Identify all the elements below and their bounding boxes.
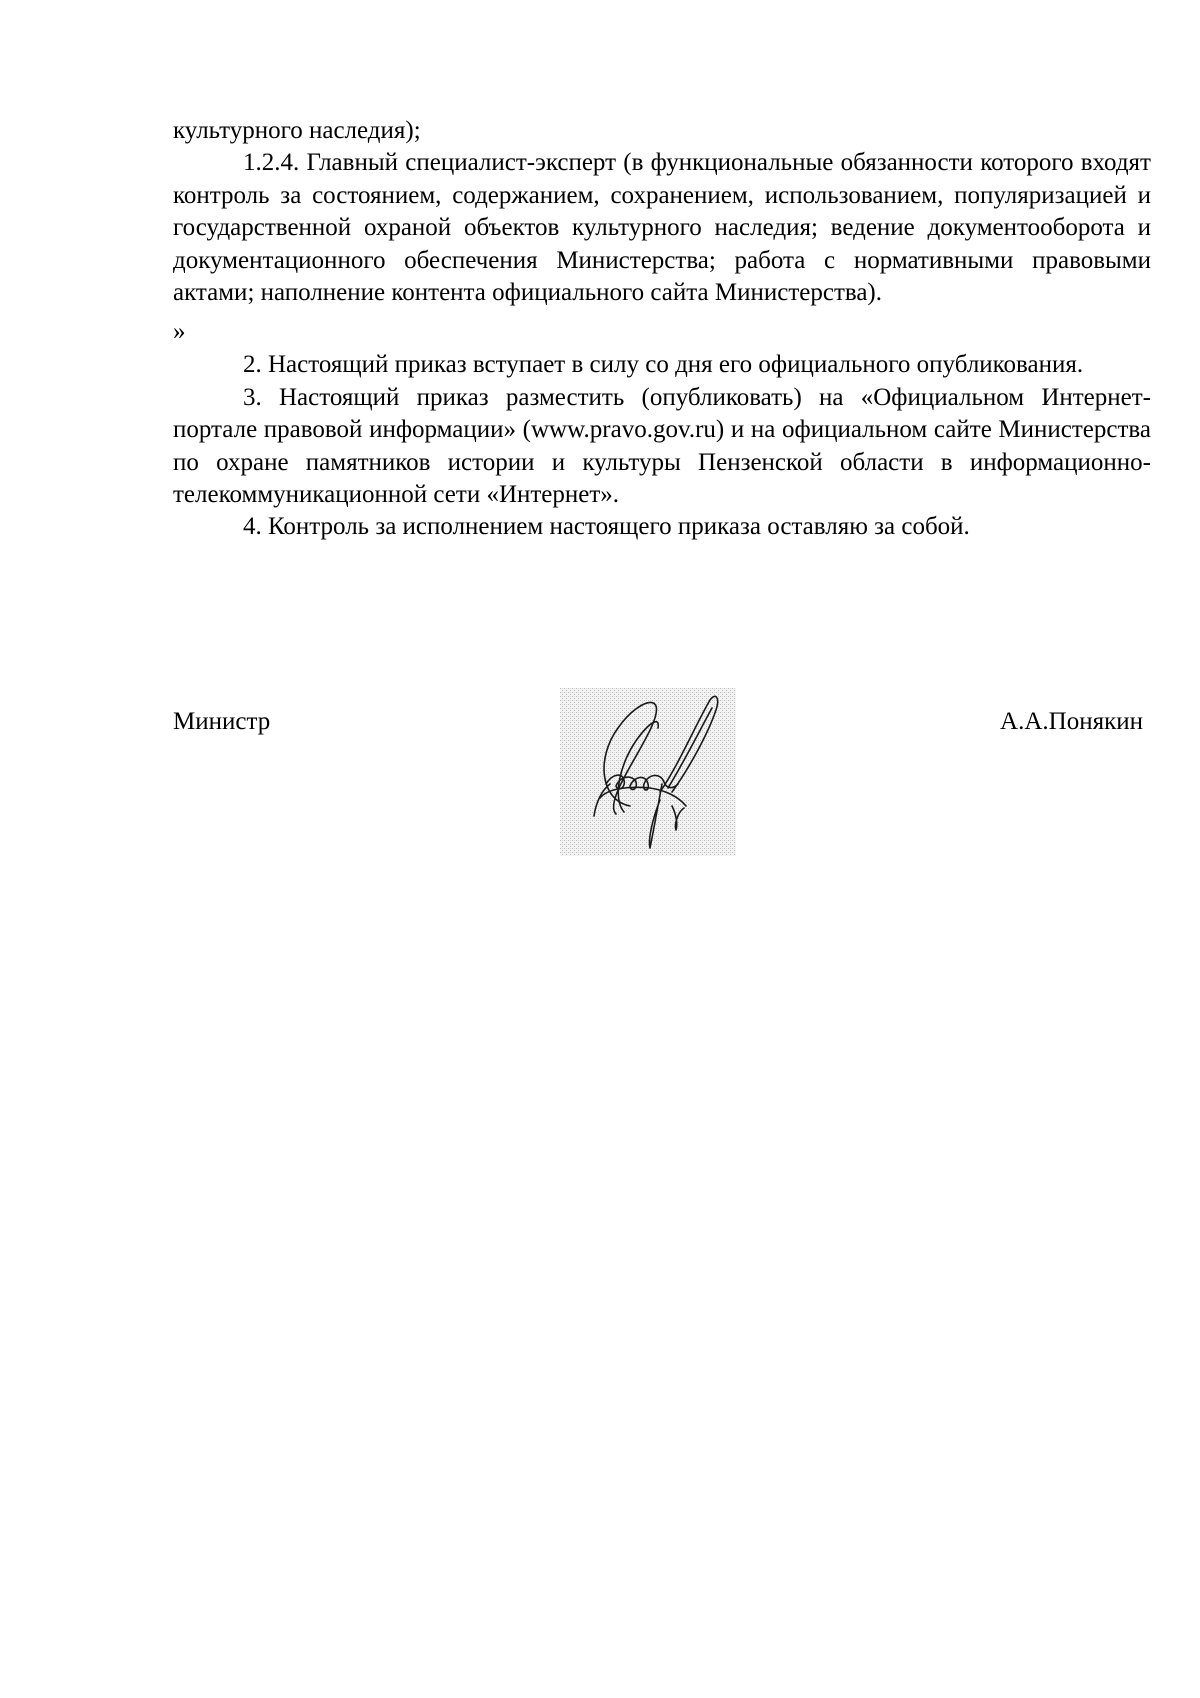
paragraph-continuation: культурного наследия); — [173, 117, 421, 144]
closing-quote-mark: » — [173, 318, 186, 346]
signer-position: Министр — [173, 708, 271, 735]
signature-block — [173, 688, 1151, 858]
signer-name: А.А.Понякин — [1000, 708, 1143, 735]
document-body — [173, 115, 1151, 544]
paragraph-item-2: 2. Настоящий приказ вступает в силу со дня его официального опубликования. — [243, 351, 1084, 379]
paragraph-item-3: 3. Настоящий приказ разместить (опубликовать) на «Официальном Интернет-портале правовой информации» (www.pravo.gov.ru) и на официальном сайте Министерства по охране памятников истории и культуры Пензенской области в информационно-телекоммуникационной сети «Интернет». — [173, 383, 1151, 509]
paragraph-item-4: 4. Контроль за исполнением настоящего приказа оставляю за собой. — [243, 513, 970, 541]
handwritten-signature-icon — [560, 688, 736, 856]
paragraph-item-1-2-4: 1.2.4. Главный специалист-эксперт (в функциональные обязанности которого входят контроль за состоянием, содержанием, сохранением, использованием, популяризацией и государственной охраной объектов культурного наследия; ведение документооборота и документационного обеспечения Министерства; работа с нормативными правовыми актами; наполнение контента официального сайта Министерства). — [173, 149, 1151, 307]
